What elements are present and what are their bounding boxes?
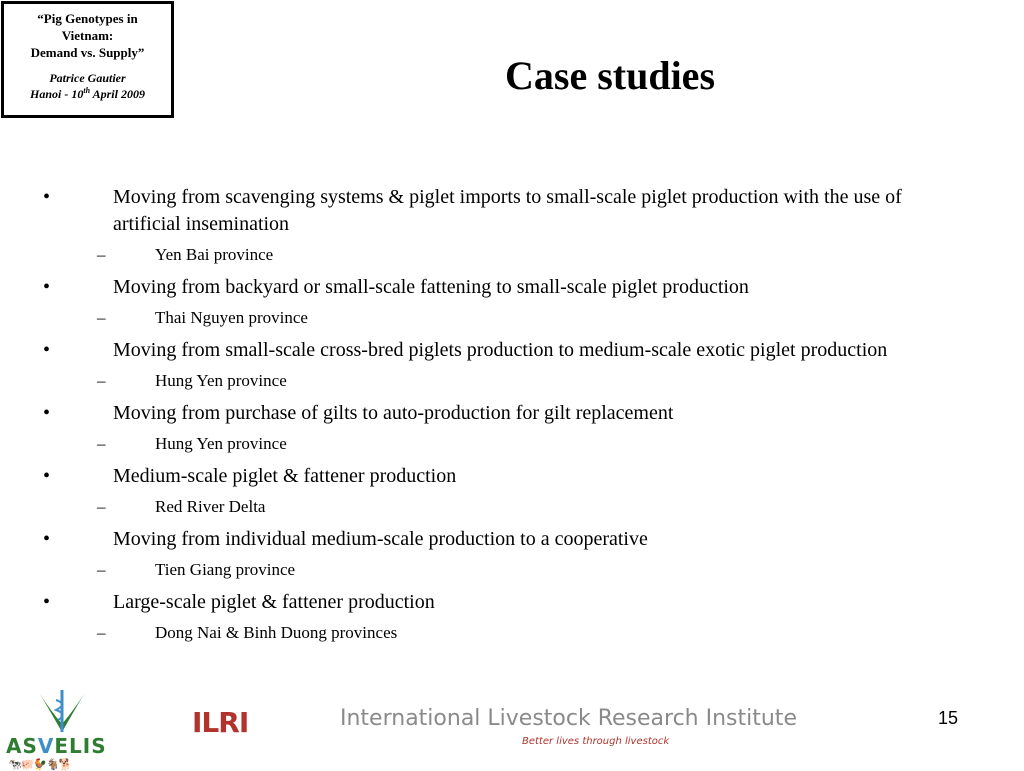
sub-text: Hung Yen province	[155, 434, 287, 453]
sub-item	[40, 559, 970, 581]
bullet-item	[40, 184, 970, 238]
sub-item	[40, 307, 970, 329]
bullet-text: Medium-scale piglet & fattener production	[113, 465, 457, 487]
presentation-title-box	[1, 1, 174, 118]
slide-footer	[0, 680, 1024, 771]
sub-marker: –	[97, 434, 106, 453]
bullet-text: Moving from scavenging systems & piglet imports to small-scale piglet production with the use of artificial insemination	[113, 186, 902, 235]
sub-item	[40, 244, 970, 266]
sub-marker: –	[97, 623, 106, 642]
bullet-text: Moving from backyard or small-scale fattening to small-scale piglet production	[113, 276, 749, 298]
asvelis-logo	[6, 688, 124, 771]
organization-name: International Livestock Research Institute	[340, 706, 797, 731]
title-line-2: Vietnam:	[61, 28, 114, 43]
bullet-marker: •	[43, 591, 51, 613]
bullet-marker: •	[43, 339, 51, 361]
asvelis-wordmark: ASVELIS	[6, 734, 107, 758]
page-number: 15	[938, 708, 959, 728]
bullet-item	[40, 337, 970, 364]
bullet-item	[40, 589, 970, 616]
slide-title: Case studies	[504, 53, 716, 98]
asvelis-animal-silhouettes: 🐄🐖🐓🐐🐕	[8, 758, 72, 771]
sub-text: Tien Giang province	[155, 560, 296, 579]
sub-item	[40, 433, 970, 455]
bullet-item	[40, 463, 970, 490]
organization-tagline: Better lives through livestock	[522, 736, 670, 747]
bullet-item	[40, 526, 970, 553]
sub-text: Yen Bai province	[155, 245, 274, 264]
bullet-list	[40, 176, 970, 644]
sub-text: Red River Delta	[155, 497, 266, 516]
sub-marker: –	[97, 245, 106, 264]
asvelis-emblem-icon	[32, 688, 92, 734]
sub-text: Thai Nguyen province	[155, 308, 308, 327]
author-name: Patrice Gautier	[49, 71, 126, 85]
bullet-marker: •	[43, 528, 51, 550]
title-line-1: “Pig Genotypes in	[37, 11, 138, 26]
bullet-item	[40, 274, 970, 301]
sub-item	[40, 622, 970, 644]
presentation-date: Hanoi - 10th April 2009	[30, 86, 145, 101]
sub-marker: –	[97, 371, 106, 390]
sub-item	[40, 370, 970, 392]
bullet-marker: •	[43, 186, 51, 208]
sub-marker: –	[97, 497, 106, 516]
sub-item	[40, 496, 970, 518]
bullet-item	[40, 400, 970, 427]
bullet-text: Large-scale piglet & fattener production	[113, 591, 435, 613]
sub-marker: –	[97, 560, 106, 579]
ilri-logo: ILRI	[192, 706, 249, 739]
sub-text: Dong Nai & Binh Duong provinces	[155, 623, 398, 642]
bullet-text: Moving from small-scale cross-bred piglets production to medium-scale exotic piglet production	[113, 339, 888, 361]
title-line-3: Demand vs. Supply”	[30, 45, 145, 60]
bullet-text: Moving from individual medium-scale production to a cooperative	[113, 528, 648, 550]
bullet-marker: •	[43, 402, 51, 424]
bullet-marker: •	[43, 276, 51, 298]
bullet-text: Moving from purchase of gilts to auto-production for gilt replacement	[113, 402, 674, 424]
sub-marker: –	[97, 308, 106, 327]
sub-text: Hung Yen province	[155, 371, 287, 390]
bullet-marker: •	[43, 465, 51, 487]
